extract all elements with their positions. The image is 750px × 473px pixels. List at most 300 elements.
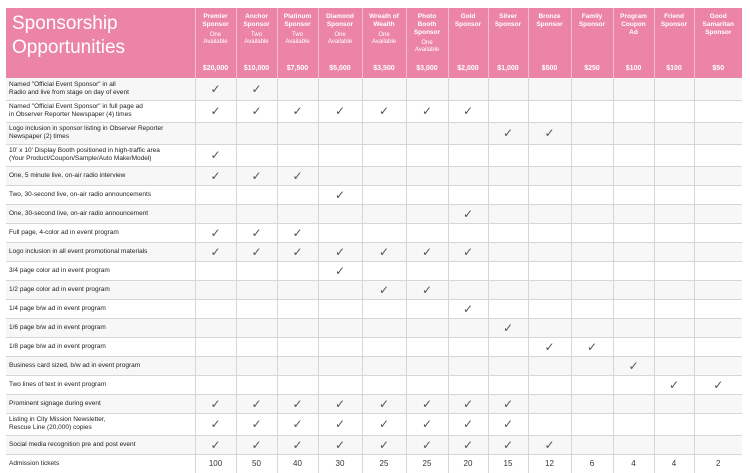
column-name-line: Sponsor <box>202 21 229 28</box>
benefit-label-line: Newspaper (2) times <box>9 133 69 140</box>
availability-note <box>237 29 277 46</box>
empty-cell <box>448 318 488 337</box>
column-header <box>362 8 406 78</box>
check-icon: ✓ <box>195 78 236 100</box>
empty-cell <box>236 318 277 337</box>
check-icon: ✓ <box>362 394 406 413</box>
page-title <box>6 8 195 78</box>
empty-cell <box>406 223 448 242</box>
check-icon: ✓ <box>528 122 571 144</box>
empty-cell <box>654 413 694 435</box>
empty-cell <box>571 100 613 122</box>
empty-cell <box>694 204 742 223</box>
column-name-line: Sponsor <box>326 21 354 28</box>
column-name-line: Coupon <box>621 21 646 28</box>
check-icon: ✓ <box>236 413 277 435</box>
benefit-label-line: Two, 30-second live, on-air radio announcements <box>9 190 151 198</box>
price-container <box>695 61 743 73</box>
column-name-line: Bronze <box>538 13 561 20</box>
check-icon: ✓ <box>318 261 362 280</box>
empty-cell <box>195 318 236 337</box>
empty-cell <box>694 144 742 166</box>
check-icon: ✓ <box>406 100 448 122</box>
benefit-label <box>6 299 195 318</box>
empty-cell <box>488 185 528 204</box>
availability-line: Two <box>250 32 262 38</box>
benefit-row <box>6 318 742 337</box>
column-name-line: Samaritan <box>702 21 734 28</box>
empty-cell <box>528 204 571 223</box>
empty-cell <box>654 242 694 261</box>
column-name-line: Sponsor <box>454 21 482 28</box>
empty-cell <box>613 299 654 318</box>
empty-cell <box>571 122 613 144</box>
empty-cell <box>406 261 448 280</box>
column-name-line: Program <box>620 13 647 20</box>
column-header-content <box>489 8 528 78</box>
benefit-label <box>6 166 195 185</box>
benefit-label-line: One, 30-second live, on-air radio announcement <box>9 209 149 217</box>
empty-cell <box>362 261 406 280</box>
empty-cell <box>571 375 613 394</box>
column-name-line: Family <box>581 13 603 20</box>
admission-count: 4 <box>654 454 694 473</box>
sponsor-price: $500 <box>541 65 558 72</box>
empty-cell <box>406 204 448 223</box>
empty-cell <box>694 413 742 435</box>
check-icon: ✓ <box>488 435 528 454</box>
empty-cell <box>236 185 277 204</box>
check-icon: ✓ <box>195 100 236 122</box>
empty-cell <box>236 204 277 223</box>
empty-cell <box>448 280 488 299</box>
empty-cell <box>362 185 406 204</box>
empty-cell <box>448 375 488 394</box>
empty-cell <box>654 204 694 223</box>
admission-count: 30 <box>318 454 362 473</box>
price-container <box>655 61 694 73</box>
column-header <box>613 8 654 78</box>
benefit-row <box>6 122 742 144</box>
empty-cell <box>571 413 613 435</box>
empty-cell <box>571 78 613 100</box>
benefit-label <box>6 185 195 204</box>
empty-cell <box>528 166 571 185</box>
empty-cell <box>613 100 654 122</box>
check-icon: ✓ <box>195 394 236 413</box>
column-header-content <box>695 8 743 78</box>
check-icon: ✓ <box>195 242 236 261</box>
price-container <box>614 61 654 73</box>
empty-cell <box>406 166 448 185</box>
empty-cell <box>654 394 694 413</box>
empty-cell <box>406 122 448 144</box>
empty-cell <box>654 435 694 454</box>
column-header-content <box>278 8 318 78</box>
empty-cell <box>236 337 277 356</box>
empty-cell <box>694 394 742 413</box>
check-icon: ✓ <box>277 435 318 454</box>
empty-cell <box>318 78 362 100</box>
column-name-line: Sponsor <box>578 21 606 28</box>
empty-cell <box>528 394 571 413</box>
column-header-content <box>237 8 277 78</box>
empty-cell <box>694 318 742 337</box>
empty-cell <box>571 356 613 375</box>
column-name <box>449 8 488 29</box>
sponsorship-table-wrapper <box>6 8 742 473</box>
empty-cell <box>195 185 236 204</box>
empty-cell <box>694 100 742 122</box>
empty-cell <box>528 185 571 204</box>
empty-cell <box>362 223 406 242</box>
empty-cell <box>654 144 694 166</box>
benefit-label <box>6 356 195 375</box>
availability-note <box>407 37 448 54</box>
column-header-content <box>529 8 571 78</box>
column-name <box>278 8 318 29</box>
check-icon: ✓ <box>488 394 528 413</box>
price-container <box>278 61 318 73</box>
empty-cell <box>613 223 654 242</box>
empty-cell <box>195 122 236 144</box>
admission-count: 25 <box>406 454 448 473</box>
benefit-row <box>6 356 742 375</box>
check-icon: ✓ <box>195 413 236 435</box>
check-icon: ✓ <box>236 394 277 413</box>
admission-count: 15 <box>488 454 528 473</box>
empty-cell <box>694 242 742 261</box>
empty-cell <box>448 166 488 185</box>
check-icon: ✓ <box>613 356 654 375</box>
column-name <box>237 8 277 29</box>
column-header-content <box>363 8 406 78</box>
price-container <box>319 61 362 73</box>
availability-line: Available <box>244 39 269 45</box>
sponsor-price: $100 <box>666 65 682 72</box>
column-name <box>529 8 571 29</box>
benefit-label <box>6 394 195 413</box>
check-icon: ✓ <box>362 280 406 299</box>
empty-cell <box>195 337 236 356</box>
empty-cell <box>236 280 277 299</box>
availability-line: Available <box>203 39 228 45</box>
empty-cell <box>528 356 571 375</box>
column-name-line: Sponsor <box>494 21 522 28</box>
empty-cell <box>488 356 528 375</box>
column-name <box>363 8 406 29</box>
admission-label: Admission tickets <box>6 454 195 473</box>
empty-cell <box>528 413 571 435</box>
benefit-row <box>6 280 742 299</box>
benefit-row <box>6 204 742 223</box>
header-row <box>6 8 742 78</box>
empty-cell <box>654 337 694 356</box>
empty-cell <box>318 375 362 394</box>
empty-cell <box>528 375 571 394</box>
column-header <box>571 8 613 78</box>
price-container <box>407 61 448 73</box>
benefit-row <box>6 78 742 100</box>
empty-cell <box>613 337 654 356</box>
empty-cell <box>236 122 277 144</box>
check-icon: ✓ <box>236 78 277 100</box>
check-icon: ✓ <box>362 435 406 454</box>
benefit-label <box>6 204 195 223</box>
check-icon: ✓ <box>448 435 488 454</box>
admission-count: 6 <box>571 454 613 473</box>
empty-cell <box>654 185 694 204</box>
empty-cell <box>694 166 742 185</box>
empty-cell <box>488 299 528 318</box>
empty-cell <box>654 223 694 242</box>
price-container <box>237 61 277 73</box>
empty-cell <box>654 299 694 318</box>
column-name-line: Wealth <box>373 21 395 28</box>
check-icon: ✓ <box>277 100 318 122</box>
sponsor-price: $1,000 <box>497 65 519 72</box>
column-header-content <box>572 8 613 78</box>
column-name-line: Sponsor <box>284 21 311 28</box>
price-container <box>529 61 571 73</box>
empty-cell <box>236 356 277 375</box>
benefit-row <box>6 100 742 122</box>
empty-cell <box>195 280 236 299</box>
benefit-label-line: Listing in City Mission Newsletter, <box>9 416 106 423</box>
column-name-line: Good <box>709 13 727 20</box>
column-name <box>407 8 448 37</box>
availability-line: Available <box>371 39 397 45</box>
benefit-label-line: Business card sized, b/w ad in event program <box>9 361 141 369</box>
check-icon: ✓ <box>277 394 318 413</box>
check-icon: ✓ <box>528 435 571 454</box>
empty-cell <box>448 356 488 375</box>
benefit-label-line: 1/8 page b/w ad in event program <box>9 342 106 350</box>
empty-cell <box>654 100 694 122</box>
sponsor-price: $20,000 <box>202 65 229 72</box>
column-header <box>318 8 362 78</box>
empty-cell <box>694 356 742 375</box>
empty-cell <box>318 204 362 223</box>
column-name <box>196 8 236 29</box>
column-name-line: Silver <box>499 13 517 20</box>
availability-line: Available <box>285 39 310 45</box>
benefit-label-line: Radio and live from stage on day of event <box>9 88 129 96</box>
benefit-label-line: Prominent signage during event <box>9 399 101 407</box>
benefit-label <box>6 435 195 454</box>
column-name-line: Platinum <box>283 13 312 20</box>
benefit-row <box>6 413 742 435</box>
benefit-label-line: Named "Official Event Sponsor" in full page ad <box>9 103 143 110</box>
check-icon: ✓ <box>694 375 742 394</box>
column-name-line: Gold <box>460 13 476 20</box>
admission-count: 40 <box>277 454 318 473</box>
column-header <box>448 8 488 78</box>
check-icon: ✓ <box>654 375 694 394</box>
price-container <box>572 61 613 73</box>
availability-line: One <box>334 32 346 38</box>
benefit-label <box>6 413 195 435</box>
benefit-label <box>6 261 195 280</box>
check-icon: ✓ <box>318 413 362 435</box>
empty-cell <box>571 166 613 185</box>
empty-cell <box>694 122 742 144</box>
empty-cell <box>694 223 742 242</box>
empty-cell <box>448 122 488 144</box>
check-icon: ✓ <box>236 100 277 122</box>
empty-cell <box>406 78 448 100</box>
empty-cell <box>571 394 613 413</box>
empty-cell <box>195 375 236 394</box>
benefit-label-line: (Your Product/Coupon/Sample/Auto Make/Model) <box>9 155 152 162</box>
column-name-line: Sponsor <box>413 29 441 36</box>
availability-line: One <box>378 32 390 38</box>
empty-cell <box>613 413 654 435</box>
check-icon: ✓ <box>236 242 277 261</box>
empty-cell <box>488 261 528 280</box>
admission-count: 25 <box>362 454 406 473</box>
empty-cell <box>448 185 488 204</box>
column-name <box>695 8 743 37</box>
empty-cell <box>488 100 528 122</box>
benefit-row <box>6 394 742 413</box>
check-icon: ✓ <box>528 337 571 356</box>
title-line-1: Sponsorship <box>12 13 118 34</box>
empty-cell <box>613 204 654 223</box>
check-icon: ✓ <box>406 242 448 261</box>
benefit-label-line: 1/2 page color ad in event program <box>9 285 110 293</box>
empty-cell <box>571 318 613 337</box>
empty-cell <box>613 242 654 261</box>
empty-cell <box>488 204 528 223</box>
check-icon: ✓ <box>488 318 528 337</box>
benefit-label <box>6 144 195 166</box>
empty-cell <box>277 318 318 337</box>
benefit-label <box>6 280 195 299</box>
sponsor-price: $7,500 <box>286 65 309 72</box>
empty-cell <box>528 242 571 261</box>
empty-cell <box>488 280 528 299</box>
empty-cell <box>528 78 571 100</box>
empty-cell <box>488 242 528 261</box>
title-line-2: Opportunities <box>12 37 126 58</box>
benefit-label-line: One, 5 minute live, on-air radio interview <box>9 171 126 179</box>
check-icon: ✓ <box>488 413 528 435</box>
check-icon: ✓ <box>571 337 613 356</box>
admission-count: 2 <box>694 454 742 473</box>
admission-count: 100 <box>195 454 236 473</box>
column-header-content <box>196 8 236 78</box>
column-name-line: Friend <box>664 13 684 20</box>
empty-cell <box>318 318 362 337</box>
empty-cell <box>694 435 742 454</box>
benefit-row <box>6 242 742 261</box>
empty-cell <box>277 78 318 100</box>
benefit-label-line: 1/4 page b/w ad in event program <box>9 304 106 312</box>
empty-cell <box>571 204 613 223</box>
empty-cell <box>362 78 406 100</box>
empty-cell <box>694 78 742 100</box>
empty-cell <box>362 318 406 337</box>
admission-count: 50 <box>236 454 277 473</box>
empty-cell <box>488 223 528 242</box>
empty-cell <box>362 356 406 375</box>
empty-cell <box>448 261 488 280</box>
empty-cell <box>613 394 654 413</box>
benefit-label <box>6 78 195 100</box>
column-header <box>406 8 448 78</box>
empty-cell <box>277 280 318 299</box>
column-name-line: Ad <box>629 29 638 36</box>
empty-cell <box>694 261 742 280</box>
check-icon: ✓ <box>488 122 528 144</box>
column-name-line: Booth <box>417 21 437 28</box>
column-name <box>614 8 654 37</box>
empty-cell <box>654 78 694 100</box>
empty-cell <box>488 375 528 394</box>
empty-cell <box>195 356 236 375</box>
benefit-row <box>6 375 742 394</box>
check-icon: ✓ <box>362 413 406 435</box>
empty-cell <box>571 242 613 261</box>
empty-cell <box>277 144 318 166</box>
sponsor-price: $250 <box>584 65 600 72</box>
benefit-label-line: 1/6 page b/w ad in event program <box>9 323 106 331</box>
empty-cell <box>277 337 318 356</box>
empty-cell <box>694 337 742 356</box>
benefit-row <box>6 435 742 454</box>
empty-cell <box>613 435 654 454</box>
benefit-row <box>6 337 742 356</box>
empty-cell <box>613 280 654 299</box>
benefit-row <box>6 223 742 242</box>
check-icon: ✓ <box>362 242 406 261</box>
sponsor-price: $5,000 <box>329 65 351 72</box>
benefit-label-line: Logo inclusion in all event promotional materials <box>9 247 148 255</box>
empty-cell <box>277 185 318 204</box>
empty-cell <box>654 280 694 299</box>
benefit-label-line: Logo inclusion in sponsor listing in Observer Reporter <box>9 125 164 132</box>
empty-cell <box>613 122 654 144</box>
benefit-label-line: Full page, 4-color ad in event program <box>9 228 119 236</box>
admission-count: 20 <box>448 454 488 473</box>
empty-cell <box>362 122 406 144</box>
benefit-label <box>6 337 195 356</box>
price-container <box>196 61 236 73</box>
column-name-line: Sponsor <box>536 21 563 28</box>
availability-note <box>196 29 236 46</box>
empty-cell <box>406 144 448 166</box>
admission-count: 4 <box>613 454 654 473</box>
empty-cell <box>654 356 694 375</box>
benefit-label-line: in Observer Reporter Newspaper (4) times <box>9 111 132 118</box>
empty-cell <box>613 144 654 166</box>
check-icon: ✓ <box>236 166 277 185</box>
column-name <box>572 8 613 29</box>
empty-cell <box>613 375 654 394</box>
empty-cell <box>277 375 318 394</box>
price-container <box>489 61 528 73</box>
empty-cell <box>694 185 742 204</box>
empty-cell <box>406 337 448 356</box>
empty-cell <box>528 223 571 242</box>
availability-line: Available <box>414 47 440 53</box>
empty-cell <box>195 204 236 223</box>
empty-cell <box>488 337 528 356</box>
benefit-label <box>6 242 195 261</box>
column-name <box>655 8 694 29</box>
benefit-label-line: 10' x 10' Display Booth positioned in high-traffic area <box>9 147 160 154</box>
